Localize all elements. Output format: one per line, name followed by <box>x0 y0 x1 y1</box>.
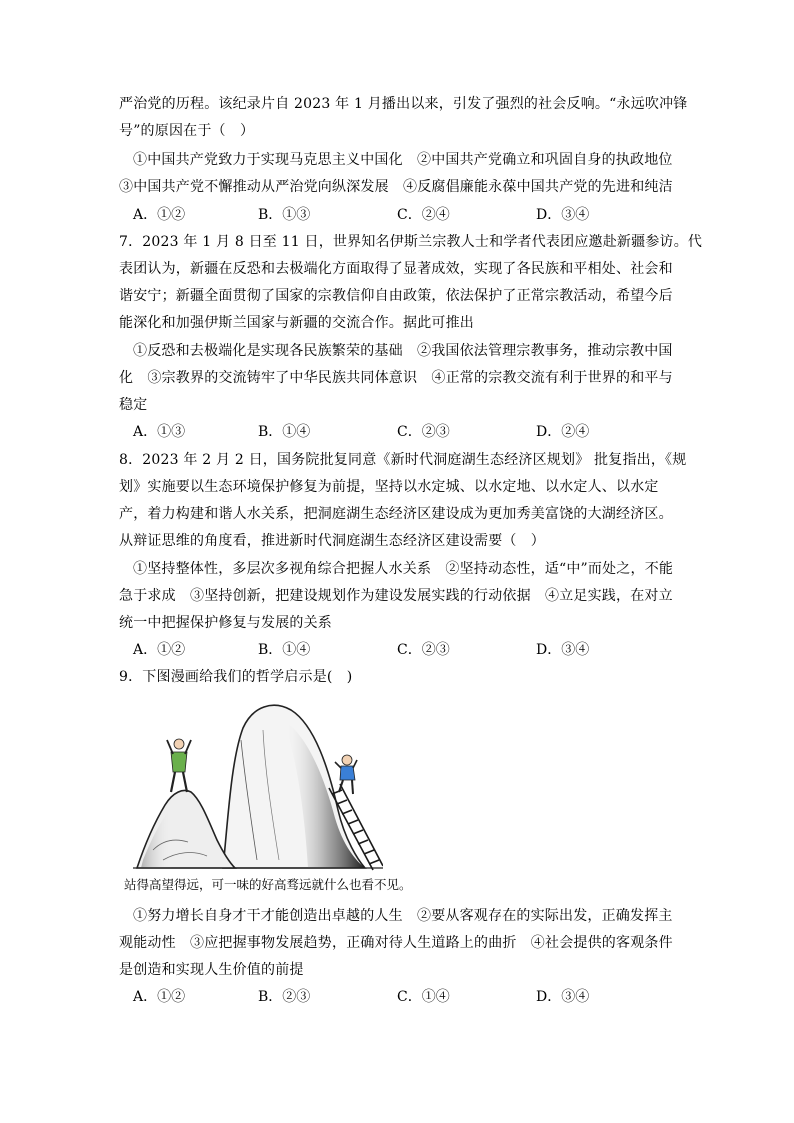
q9-statement-line: 是创造和实现人生价值的前提 <box>119 962 304 978</box>
q9-option-d[interactable]: D．③④ <box>536 989 590 1005</box>
q8-option-d[interactable]: D．③④ <box>536 642 590 658</box>
cartoon-caption: 站得高望得远，可一味的好高骛远就什么也看不见。 <box>124 877 412 892</box>
cartoon-mountains-illustration <box>133 700 383 872</box>
q6-option-a[interactable]: A．①② <box>133 207 186 223</box>
q8-statement-line: 急于求成 ③坚持创新，把建设规划作为建设发展实践的行动依据 ④立足实践，在对立 <box>119 588 673 604</box>
q6-statement-line: ①中国共产党致力于实现马克思主义中国化 ②中国共产党确立和巩固自身的执政地位 <box>133 152 673 168</box>
hiker-figure <box>167 739 191 792</box>
q8-statement-line: ①坚持整体性，多层次多视角综合把握人水关系 ②坚持动态性，适“中”而处之，不能 <box>133 561 674 577</box>
q9-option-b[interactable]: B．②③ <box>258 989 311 1005</box>
q9-stem-line: 9．下图漫画给我们的哲学启示是( ) <box>119 669 353 685</box>
q7-stem-line: 7．2023 年 1 月 8 日至 11 日，世界知名伊斯兰宗教人士和学者代表团应邀赴新疆参访。代 <box>119 234 703 250</box>
q9-option-c[interactable]: C．①④ <box>397 989 450 1005</box>
q7-statement-line: 稳定 <box>119 397 148 413</box>
q7-stem-line: 能深化和加强伊斯兰国家与新疆的交流合作。据此可推出 <box>119 315 474 331</box>
q6-option-d[interactable]: D．③④ <box>536 207 590 223</box>
q8-stem-line: 从辩证思维的角度看，推进新时代洞庭湖生态经济区建设需要（ ） <box>119 533 545 549</box>
climber-figure <box>335 755 357 794</box>
q8-option-b[interactable]: B．①④ <box>258 642 311 658</box>
q8-option-c[interactable]: C．②③ <box>397 642 450 658</box>
q7-option-d[interactable]: D．②④ <box>536 424 590 440</box>
q7-option-b[interactable]: B．①④ <box>258 424 311 440</box>
q6-statement-line: ③中国共产党不懈推动从严治党向纵深发展 ④反腐倡廉能永葆中国共产党的先进和纯洁 <box>119 179 673 195</box>
q7-statement-line: 化 ③宗教界的交流铸牢了中华民族共同体意识 ④正常的宗教交流有利于世界的和平与 <box>119 370 673 386</box>
q6-stem-line: 严治党的历程。该纪录片自 2023 年 1 月播出以来，引发了强烈的社会反响。“永远吹冲锋 <box>119 96 688 112</box>
q7-option-a[interactable]: A．①③ <box>133 424 186 440</box>
q7-statement-line: ①反恐和去极端化是实现各民族繁荣的基础 ②我国依法管理宗教事务，推动宗教中国 <box>133 343 673 359</box>
q6-option-c[interactable]: C．②④ <box>397 207 450 223</box>
q8-stem-line: 划》实施要以生态环境保护修复为前提，坚持以水定城、以水定地、以水定人、以水定 <box>119 479 659 495</box>
q6-option-b[interactable]: B．①③ <box>258 207 311 223</box>
q9-statement-line: ①努力增长自身才干才能创造出卓越的人生 ②要从客观存在的实际出发，正确发挥主 <box>133 908 673 924</box>
q7-stem-line: 表团认为，新疆在反恐和去极端化方面取得了显著成效，实现了各民族和平相处、社会和 <box>119 261 673 277</box>
q7-option-c[interactable]: C．②③ <box>397 424 450 440</box>
q8-stem-line: 产，着力构建和谐人水关系，把洞庭湖生态经济区建设成为更加秀美富饶的大湖经济区。 <box>119 506 673 522</box>
q8-statement-line: 统一中把握保护修复与发展的关系 <box>119 615 332 631</box>
q8-option-a[interactable]: A．①② <box>133 642 186 658</box>
q9-option-a[interactable]: A．①② <box>133 989 186 1005</box>
q6-stem-line: 号”的原因在于（ ） <box>119 123 255 139</box>
q8-stem-line: 8．2023 年 2 月 2 日，国务院批复同意《新时代洞庭湖生态经济区规划》 批复指出，《规 <box>119 452 687 468</box>
q7-stem-line: 谐安宁；新疆全面贯彻了国家的宗教信仰自由政策，依法保护了正常宗教活动，希望今后 <box>119 288 673 304</box>
q9-statement-line: 观能动性 ③应把握事物发展趋势，正确对待人生道路上的曲折 ④社会提供的客观条件 <box>119 935 673 951</box>
